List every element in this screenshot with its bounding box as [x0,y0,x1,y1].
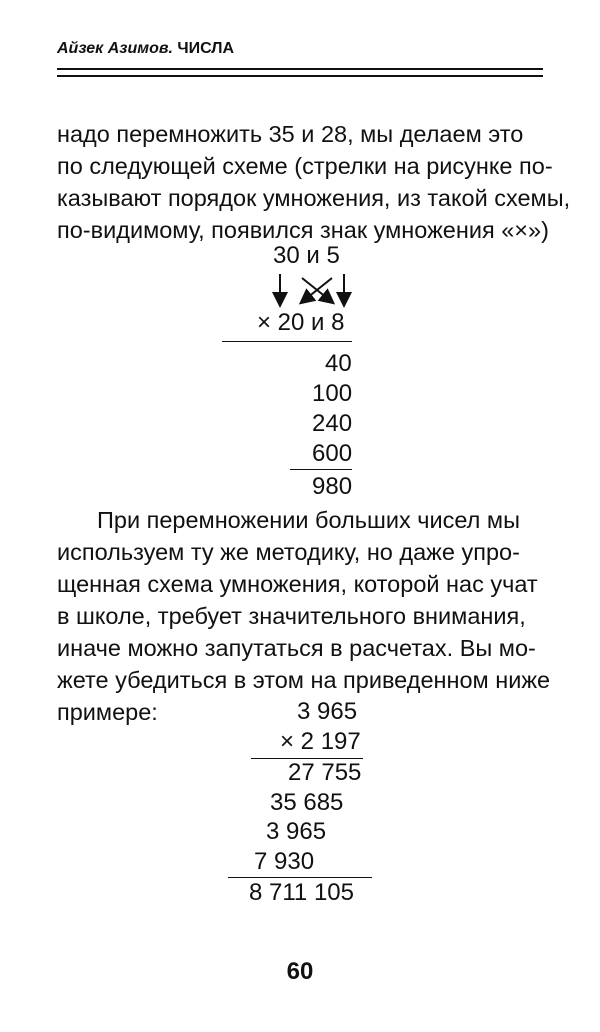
scheme2-sum-line [228,877,372,878]
text-line: щенная схема умножения, которой нас учат [57,571,538,597]
scheme2-multiplier: × 2 197 [280,728,361,755]
text-line: казывают порядок умножения, из такой схемы, [57,185,571,211]
scheme1-partial: 240 [312,410,353,437]
scheme2-partial: 7 930 [254,848,315,875]
paragraph-method [57,504,551,728]
scheme1-bottom-numbers: × 20 и 8 [257,309,345,336]
scheme1-sum-line [290,469,352,470]
text-line: При перемножении больших чисел мы [97,507,520,533]
text-line: надо перемножить 35 и 28, мы делаем это [57,121,524,147]
scheme2-partial: 3 965 [266,818,327,845]
scheme2-partial: 35 685 [270,789,344,816]
scheme1-partial: 100 [312,380,353,407]
scheme2-multiplicand: 3 965 [297,698,358,725]
header-rule-top [57,68,543,70]
scheme1-partial: 600 [312,440,353,467]
text-line: жете убедиться в этом на приведенном ниже [57,667,551,693]
header-rule-bottom [57,75,543,77]
scheme2-partial: 27 755 [288,759,362,786]
text-line: иначе можно запутаться в расчетах. Вы мо- [57,635,536,661]
scheme1-partial: 40 [325,350,352,377]
text-line: по-видимому, появился знак умножения «×») [57,217,549,243]
page-number: 60 [286,958,314,985]
scheme1-result: 980 [312,473,353,500]
header-author: Айзек Азимов. [57,40,173,57]
running-header [57,40,234,58]
text-line: примере: [57,699,158,725]
header-title: ЧИСЛА [177,40,235,57]
text-line: используем ту же методику, но даже упро- [57,539,520,565]
scheme1-top-numbers: 30 и 5 [273,242,340,269]
paragraph-intro [57,118,571,246]
text-line: в школе, требует значительного внимания, [57,603,526,629]
scheme2-result: 8 711 105 [249,879,354,906]
text-line: по следующей схеме (стрелки на рисунке по- [57,153,553,179]
scheme1-underline [222,341,352,342]
cross-multiplication-arrows-icon [270,272,360,312]
